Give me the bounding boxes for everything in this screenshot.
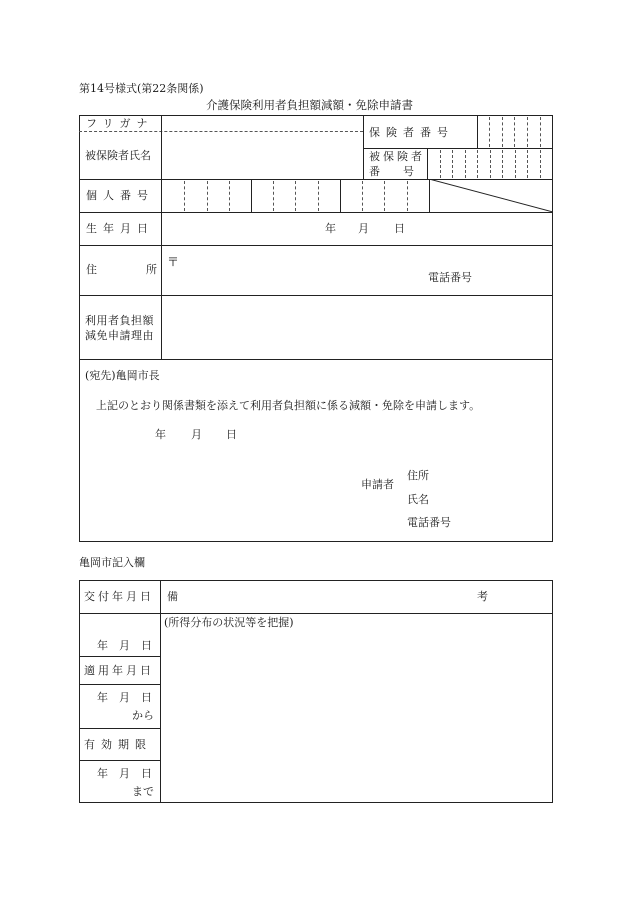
issue-date-label: 交付年月日 (84, 590, 154, 603)
remarks-note: (所得分布の状況等を把握) (164, 616, 294, 629)
validity-until: まで (132, 785, 154, 798)
birthdate-day: 日 (394, 222, 405, 235)
diagonal-strike (429, 179, 553, 212)
address-phone-label: 電話番号 (428, 271, 472, 284)
applicant-name-label: 氏名 (407, 493, 429, 506)
insured-person-number-label-1: 被保険者 (369, 150, 425, 163)
insured-person-number-field[interactable] (428, 149, 552, 178)
apply-date-value: 年 月 日 (97, 691, 152, 704)
issue-date-value: 年 月 日 (97, 639, 152, 652)
furigana-field[interactable] (162, 116, 362, 130)
insured-name-label: 被保険者氏名 (85, 149, 151, 162)
birthdate-label: 生年月日 (86, 222, 154, 235)
applicant-address-label: 住所 (407, 469, 429, 482)
form-number: 第14号様式(第22条関係) (79, 82, 204, 95)
declaration-year: 年 (155, 428, 166, 441)
applicant-name-field[interactable] (432, 490, 550, 508)
addressee: (宛先)亀岡市長 (85, 369, 160, 382)
furigana-label: フリガナ (86, 117, 154, 130)
reason-label-1: 利用者負担額 (85, 314, 154, 327)
reason-field[interactable] (162, 296, 552, 358)
insurer-number-label: 保険者番号 (369, 126, 454, 139)
birthdate-field[interactable] (162, 213, 552, 244)
birthdate-year: 年 (325, 222, 336, 235)
remarks-label-2: 考 (477, 590, 488, 603)
form-title: 介護保険利用者負担額減額・免除申請書 (206, 98, 413, 112)
insured-name-field[interactable] (162, 133, 362, 178)
declaration-statement: 上記のとおり関係書類を添えて利用者負担額に係る減額・免除を申請します。 (96, 399, 481, 412)
declaration-day: 日 (226, 428, 237, 441)
address-label-1: 住 (86, 263, 97, 276)
insurer-number-field[interactable] (478, 116, 552, 147)
address-field[interactable] (180, 247, 552, 294)
remarks-field[interactable] (161, 632, 552, 802)
declaration-month: 月 (191, 428, 202, 441)
applicant-phone-label: 電話番号 (407, 516, 451, 529)
reason-label-2: 減免申請理由 (85, 329, 154, 342)
apply-date-label: 適用年月日 (84, 664, 154, 677)
my-number-label: 個人番号 (86, 189, 154, 202)
postal-mark: 〒 (167, 255, 180, 269)
my-number-field[interactable] (162, 180, 428, 211)
office-section-heading: 亀岡市記入欄 (79, 556, 145, 569)
applicant-address-field[interactable] (432, 466, 550, 484)
remarks-label-1: 備 (167, 590, 178, 603)
applicant-phone-field[interactable] (455, 513, 550, 531)
applicant-label: 申請者 (361, 478, 394, 491)
validity-label: 有効期限 (84, 738, 152, 751)
birthdate-month: 月 (358, 222, 369, 235)
validity-value: 年 月 日 (97, 767, 152, 780)
apply-from: から (132, 709, 154, 722)
insured-person-number-label-2: 番号 (369, 165, 437, 178)
address-label-2: 所 (146, 263, 157, 276)
